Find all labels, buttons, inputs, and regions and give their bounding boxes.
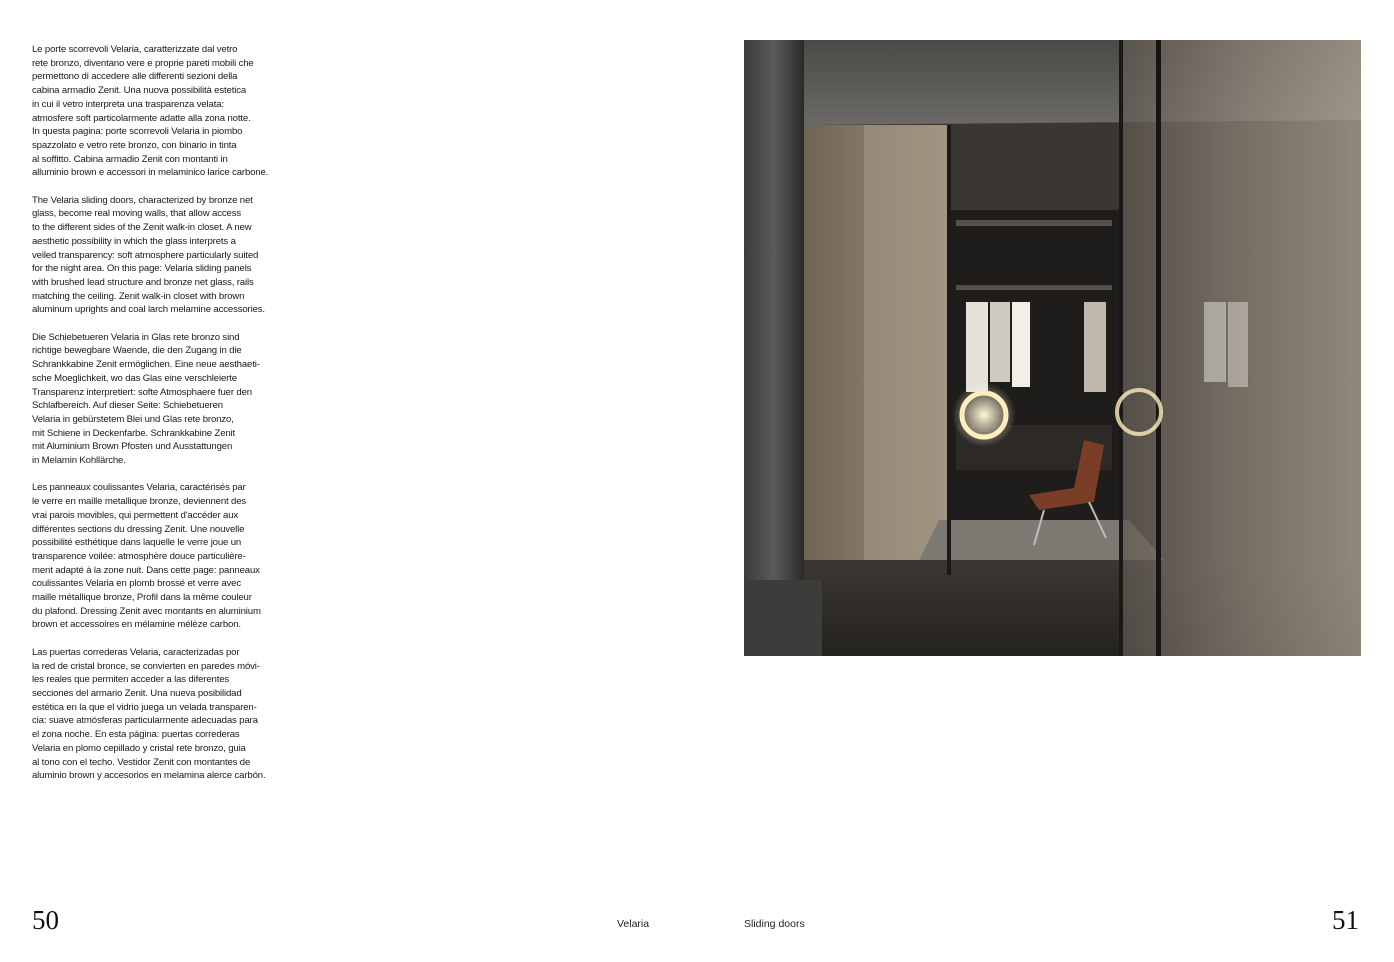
paragraph-italian: Le porte scorrevoli Velaria, caratterizzate dal vetro rete bronzo, diventano vere e proprie pareti mobili che permettono di accedere alle differenti sezioni della cabina armadio Zenit. Una nuova possibilità estetica in cui il vetro interpreta una trasparenza velata: atmosfere soft particolarmente adatte alla zona notte. In questa pagina: porte scorrevoli Velaria in piombo spazzolato e vetro rete bronzo, con binario in tinta al soffitto. Cabina armadio Zenit con montanti in alluminio brown e accessori in melaminico larice carbone.	[32, 44, 269, 179]
page-number-right: 51	[1332, 905, 1359, 935]
footer-collection-name: Velaria	[617, 918, 650, 930]
walk-in-closet-photo	[744, 40, 1361, 656]
footer-category-name: Sliding doors	[744, 918, 805, 930]
photo-illustration	[744, 40, 1361, 656]
description-column	[32, 43, 284, 797]
paragraph-german: Die Schiebetueren Velaria in Glas rete bronzo sind richtige bewegbare Waende, die den Zugang in die Schrankkabine Zenit ermöglichen. Eine neue aesthaeti- sche Moeglichkeit, wo das Glas eine verschleierte Transparenz interpretiert: softe Atmosphaere fuer den Schlafbereich. Auf dieser Seite: Schiebetueren Velaria in gebürstetem Blei und Glas rete bronzo, mit Schiene in Deckenfarbe. Schrankkabine Zenit mit Aluminium Brown Pfosten und Ausstattungen in Melamin Kohllärche.	[32, 331, 260, 467]
paragraph-french: Les panneaux coulissantes Velaria, caractérisés par le verre en maille metallique bronze, deviennent des vrai parois movibles, qui permettent d'accéder aux différentes sections du dressing Zenit. Une nouvelle possibilité esthétique dans laquelle le verre joue un transparence voilée: atmosphère douce particulière- ment adapté à la zone nuit. Dans cette page: panneaux coulissantes Velaria en plomb brossé et verre avec maille métallique bronze, Profil dans la même couleur du plafond. Dressing Zenit avec montants en aluminium brown et accessoires en mélamine mélèze carbon.	[32, 482, 261, 631]
paragraph-spanish: Las puertas correderas Velaria, caracterizadas por la red de cristal bronce, se convierten en paredes móvi- les reales que permiten acceder a las diferentes secciones del armario Zenit. Una nueva posibilidad estética en la que el vidrio juega un velada transparen- cia: suave atmósferas particularmente adecuadas para el zona noche. En esta página: puertas correderas Velaria en plomo cepillado y cristal rete bronzo, guia al tono con el techo. Vestidor Zenit con montantes de aluminio brown y accesorios en melamina alerce carbón.	[32, 646, 266, 782]
paragraph-english: The Velaria sliding doors, characterized by bronze net glass, become real moving walls, that allow access to the different sides of the Zenit walk-in closet. A new aesthetic possibility in which the glass interprets a veiled transparency: soft atmosphere particularly suited for the night area. On this page: Velaria sliding panels with brushed lead structure and bronze net glass, rails matching the ceiling. Zenit walk-in closet with brown aluminum uprights and coal larch melamine accessories.	[32, 194, 265, 316]
page-number-left: 50	[32, 905, 59, 935]
